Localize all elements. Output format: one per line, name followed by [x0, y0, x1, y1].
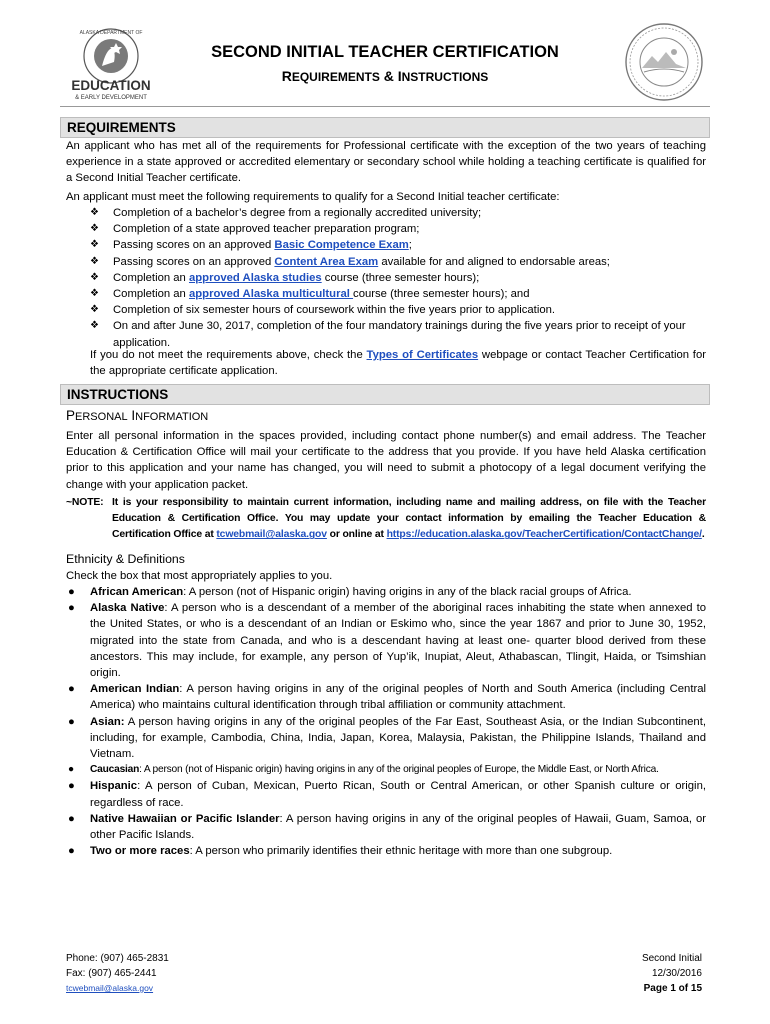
requirements-lead: An applicant must meet the following requirements to qualify for a Second Initial teacher certificate: [66, 191, 560, 203]
footer-phone: Phone: (907) 465-2831 [66, 953, 169, 964]
content-area-exam-link[interactable]: Content Area Exam [274, 255, 379, 268]
diamond-bullet-icon: ❖ [90, 255, 99, 267]
list-item: ❖ On and after June 30, 2017, completion of the four mandatory trainings during the five years prior to receipt of your application. [90, 320, 686, 349]
footer-date: 12/30/2016 [651, 968, 702, 979]
note-label: ~NOTE: [66, 497, 104, 508]
bullet-icon: ● [68, 715, 75, 728]
list-item: ❖ Completion an approved Alaska studies course (three semester hours); [66, 270, 706, 286]
bullet-icon: ● [68, 586, 75, 598]
alaska-multicultural-link[interactable]: approved Alaska multicultural [188, 288, 354, 301]
ethnicity-heading: Ethnicity & Definitions [66, 552, 185, 566]
requirements-list [66, 205, 706, 351]
bullet-icon: ● [68, 780, 75, 793]
diamond-bullet-icon: ❖ [90, 207, 99, 218]
footer-contact [66, 951, 169, 996]
ethnicity-list [66, 584, 706, 859]
list-item: ❖ Completion of a state approved teacher preparation program; [66, 221, 706, 237]
bullet-icon: ● [68, 764, 74, 776]
contact-change-link[interactable]: https://education.alaska.gov/TeacherCertification/ContactChange/ [386, 529, 702, 541]
list-item: ❖ Passing scores on an approved Basic Competence Exam; [66, 237, 706, 253]
alaska-studies-link[interactable]: approved Alaska studies [188, 271, 322, 284]
list-item: ● Caucasian: A person (not of Hispanic origin) having origins in any of the original peoples of Europe, the Middle East, or North Africa. [66, 762, 706, 778]
bullet-icon: ● [68, 812, 75, 825]
list-item: ❖ Completion an approved Alaska multicultural course (three semester hours); and [66, 286, 706, 302]
contact-update-note: ~NOTE: It is your responsibility to maintain current information, including name and mailing address, on file with the Teacher Education & Certification Office. You may update your contact information by emailing the Teacher Education & Certification Office at tcwebmail@alaska.gov or online at https://education.alaska.gov/TeacherCertification/ContactChange/. [66, 497, 706, 541]
logo-education-text: EDUCATION [71, 78, 151, 93]
personal-information-heading: PERSONAL INFORMATION [66, 408, 209, 423]
bullet-icon: ● [68, 602, 75, 615]
footer-email-link[interactable]: tcwebmail@alaska.gov [66, 983, 154, 993]
list-item: ● African American: A person (not of Hispanic origin) having origins in any of the black racial groups of Africa. [66, 584, 706, 600]
list-item: ● Native Hawaiian or Pacific Islander: A person having origins in any of the original peoples of Hawaii, Guam, Samoa, or other Pacific Islands. [68, 812, 706, 842]
list-item: ❖ Passing scores on an approved Content Area Exam available for and aligned to endorsable areas; [66, 254, 706, 270]
tcwebmail-link[interactable]: tcwebmail@alaska.gov [216, 529, 327, 541]
instructions-heading: INSTRUCTIONS [60, 384, 710, 405]
personal-information-text: Enter all personal information in the spaces provided, including contact phone number(s) and email address. The Teacher Education & Certification Office will mail your certificate to the address that you provide. If you have held Alaska certification prior to this application and your name has changed, you will need to submit a photocopy of a legal document verifying the change with your application packet. [66, 430, 706, 491]
bullet-icon: ● [68, 845, 75, 858]
list-item: ● American Indian: A person having origins in any of the original peoples of North and South America (including Central America) who maintains cultural identification through tribal affiliation or community attachment. [68, 683, 707, 712]
education-department-logo [66, 28, 156, 102]
list-item: ● Asian: A person having origins in any of the original peoples of the Far East, Southeast Asia, or the Indian Subcontinent, including, for example, Cambodia, China, India, Japan, Korea, Malaysia, Pakistan, the Philippine Islands, Thailand and Vietnam. [68, 715, 706, 761]
list-item: ❖ Completion of a bachelor’s degree from a regionally accredited university; [66, 205, 706, 221]
logo-sub-text: & EARLY DEVELOPMENT [75, 95, 147, 101]
requirements-closing: If you do not meet the requirements above, check the Types of Certificates webpage or contact Teacher Certification for the appropriate certificate application. [90, 349, 706, 378]
footer-fax: Fax: (907) 465-2441 [66, 968, 157, 979]
diamond-bullet-icon: ❖ [90, 320, 99, 332]
list-item: ● Two or more races: A person who primarily identifies their ethnic heritage with more than one subgroup. [66, 843, 706, 859]
footer-doc-name: Second Initial [641, 953, 702, 964]
diamond-bullet-icon: ❖ [90, 223, 99, 235]
state-seal-logo [624, 22, 704, 102]
document-subtitle: REQUIREMENTS & INSTRUCTIONS [281, 68, 489, 84]
footer-doc-info [642, 951, 702, 996]
list-item: ❖ Completion of six semester hours of coursework within the five years prior to application. [66, 302, 706, 318]
document-title: SECOND INITIAL TEACHER CERTIFICATION [211, 43, 559, 61]
requirements-heading: REQUIREMENTS [60, 117, 710, 138]
logo-arc-text: ALASKA DEPARTMENT OF [79, 30, 143, 36]
footer-page-number: Page 1 of 15 [643, 983, 702, 994]
diamond-bullet-icon: ❖ [90, 239, 99, 251]
diamond-bullet-icon: ❖ [90, 304, 99, 316]
diamond-bullet-icon: ❖ [90, 288, 99, 300]
basic-competence-exam-link[interactable]: Basic Competence Exam [274, 239, 409, 252]
bullet-icon: ● [68, 683, 75, 696]
types-of-certificates-link[interactable]: Types of Certificates [366, 349, 479, 361]
list-item: ● Hispanic: A person of Cuban, Mexican, Puerto Rican, South or Central American, or other Spanish culture or origin, regardless of race. [68, 780, 706, 809]
list-item: ● Alaska Native: A person who is a descendant of a member of the aboriginal races inhabiting the state when annexed to the United States, or who is a descendant of an Indian or Eskimo who, since the year 1867 and prior to June 30, 1952, migrated into the state from Canada, and who is a descendant having at least one- quarter blood derived from these ancestors. This may include, for example, any person of Yup’ik, Inupiat, Aleut, Athabascan, Tlingit, Haida, or Tsimshian origin. [68, 602, 706, 680]
ethnicity-lead: Check the box that most appropriately applies to you. [66, 570, 333, 582]
requirements-intro: An applicant who has met all of the requirements for Professional certificate with the exception of the two years of teaching experience in a state approved or accredited elementary or secondary school while holding a teaching certificate is qualified for a Second Initial Teacher certificate. [66, 140, 706, 185]
header-divider [60, 106, 710, 107]
diamond-bullet-icon: ❖ [90, 271, 99, 283]
